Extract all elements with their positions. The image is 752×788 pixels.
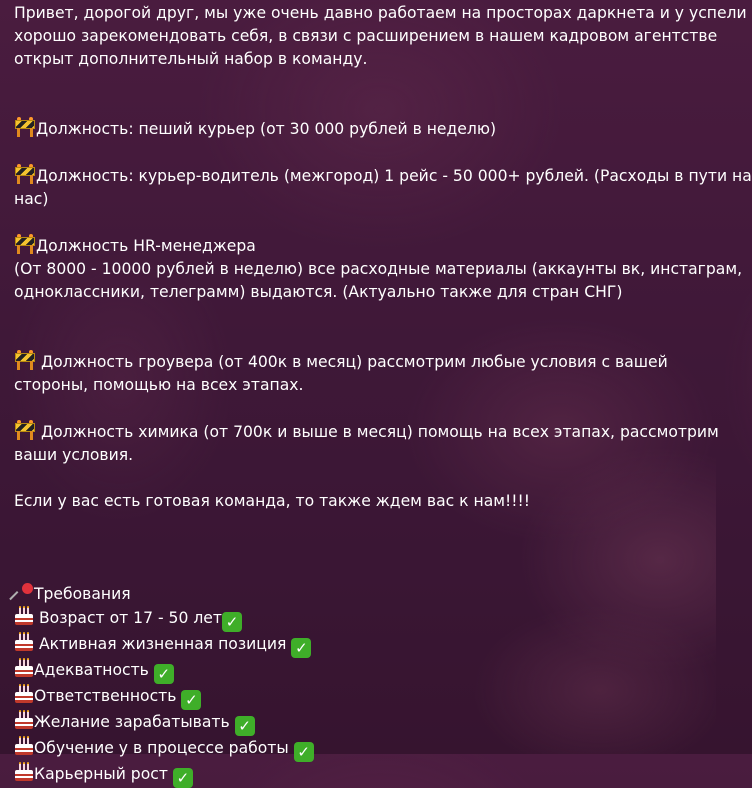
- birthday-cake-icon: [14, 710, 34, 730]
- requirement-text: Возраст от 17 - 50 лет: [38, 609, 222, 627]
- birthday-cake-icon: [14, 606, 34, 626]
- check-mark-button-icon: ✓: [222, 612, 242, 632]
- construction-sign-icon: [14, 164, 36, 184]
- position-chemist-text-cont: ваши условия.: [14, 446, 134, 464]
- requirement-item: [14, 658, 710, 684]
- position-driver: [14, 164, 752, 211]
- construction-sign-icon: [14, 117, 36, 137]
- requirement-text: Активная жизненная позиция: [38, 635, 287, 653]
- requirement-text: Обучение у в процессе работы: [34, 739, 289, 757]
- intro-line: хорошо зарекомендовать себя, в связи с расширением в нашем кадровом агентстве: [14, 27, 718, 45]
- position-hr-text-cont: одноклассники, телеграмм) выдаются. (Актуально также для стран СНГ): [14, 283, 623, 301]
- pushpin-icon: [14, 582, 34, 602]
- requirement-item: [14, 736, 710, 762]
- requirement-item: [14, 632, 710, 658]
- construction-sign-icon: [14, 420, 36, 440]
- requirement-item: [14, 762, 710, 788]
- position-hr-title: Должность HR-менеджера: [36, 237, 256, 255]
- position-grower-text-cont: стороны, помощью на всех этапах.: [14, 376, 304, 394]
- position-chemist-text: Должность химика (от 700к и выше в месяц) помощь на всех этапах, рассмотрим: [36, 423, 719, 441]
- birthday-cake-icon: [14, 736, 34, 756]
- requirement-text: Карьерный рост: [34, 765, 168, 783]
- team-invite-text: Если у вас есть готовая команда, то также ждем вас к нам!!!!: [14, 492, 531, 510]
- position-driver-text: Должность: курьер-водитель (межгород) 1 рейс - 50 000+ рублей. (Расходы в пути на: [36, 167, 752, 185]
- check-mark-button-icon: ✓: [291, 638, 311, 658]
- requirement-item: [14, 710, 710, 736]
- position-chemist: [14, 420, 719, 467]
- check-mark-button-icon: ✓: [235, 716, 255, 736]
- channel-message: [14, 0, 752, 788]
- check-mark-button-icon: ✓: [294, 742, 314, 762]
- requirements-title: Требования: [34, 585, 131, 603]
- position-courier: [14, 117, 710, 141]
- position-courier-text: Должность: пеший курьер (от 30 000 рублей в неделю): [36, 120, 497, 138]
- construction-sign-icon: [14, 350, 36, 370]
- requirement-text: Ответственность: [34, 687, 177, 705]
- position-grower-text: Должность гроувера (от 400к в месяц) рассмотрим любые условия с вашей: [36, 353, 668, 371]
- check-mark-button-icon: ✓: [154, 664, 174, 684]
- requirement-item: [14, 684, 710, 710]
- position-hr: [14, 234, 743, 304]
- position-driver-text-cont: нас): [14, 190, 49, 208]
- intro-line: Привет, дорогой друг, мы уже очень давно работаем на просторах даркнета и у успели: [14, 4, 747, 22]
- requirement-item: [14, 606, 710, 632]
- birthday-cake-icon: [14, 658, 34, 678]
- check-mark-button-icon: ✓: [181, 690, 201, 710]
- birthday-cake-icon: [14, 632, 34, 652]
- birthday-cake-icon: [14, 762, 34, 782]
- requirements-section: [14, 582, 710, 788]
- intro-line: открыт дополнительный набор в команду.: [14, 50, 368, 68]
- construction-sign-icon: [14, 234, 36, 254]
- birthday-cake-icon: [14, 684, 34, 704]
- intro-paragraph: [14, 0, 747, 71]
- check-mark-button-icon: ✓: [173, 768, 193, 788]
- position-grower: [14, 350, 710, 397]
- position-hr-text: (От 8000 - 10000 рублей в неделю) все расходные материалы (аккаунты вк, инстаграм,: [14, 260, 743, 278]
- requirement-text: Желание зарабатывать: [34, 713, 230, 731]
- requirement-text: Адекватность: [34, 661, 149, 679]
